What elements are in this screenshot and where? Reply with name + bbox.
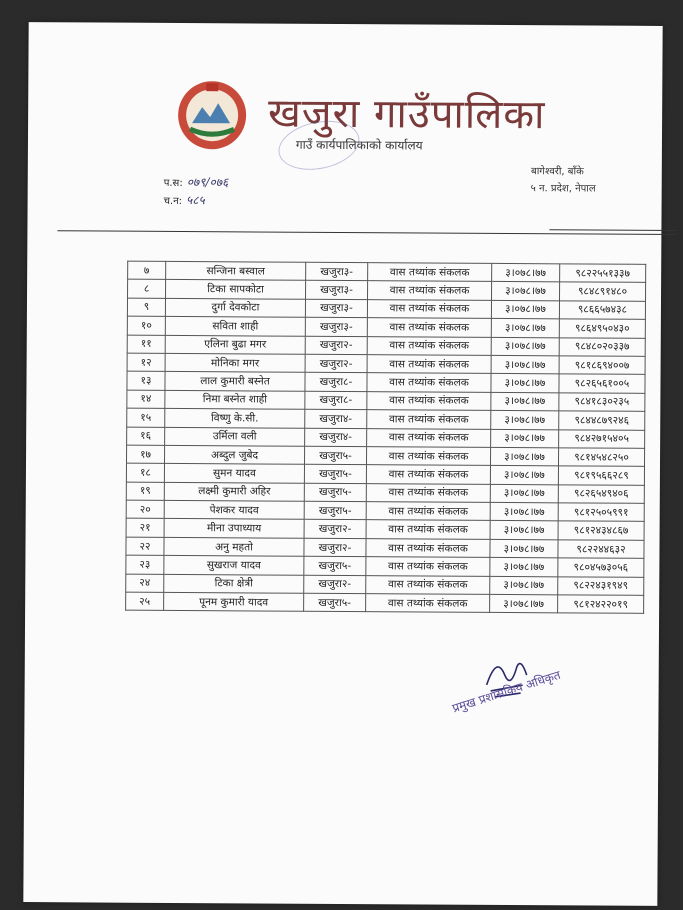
role-cell: वास तथ्यांक संकलक (366, 520, 490, 539)
ward-cell: खजुरा५- (304, 593, 366, 612)
serial-cell: १० (127, 316, 165, 335)
serial-cell: २१ (126, 519, 164, 538)
ref-value: ०७९/०७६ (186, 175, 229, 190)
name-cell: सविता शाही (165, 317, 305, 336)
role-cell: वास तथ्यांक संकलक (366, 483, 490, 502)
phone-cell: ९८१२५०५९९१ (558, 503, 644, 522)
role-cell: वास तथ्यांक संकलक (366, 575, 490, 594)
ward-cell: खजुरा३- (306, 262, 368, 281)
name-cell: टिका क्षेत्री (164, 574, 304, 593)
reference-number (164, 173, 229, 190)
nepal-emblem-icon (166, 79, 258, 152)
date-cell: ३।०७८।७७ (490, 576, 558, 595)
date-cell: ३।०७८।७७ (492, 282, 560, 301)
phone-cell: ९८४८०२०३३७ (559, 337, 645, 356)
date-cell: ३।०७८।७७ (491, 355, 559, 374)
role-cell: वास तथ्यांक संकलक (367, 299, 491, 318)
phone-cell: ९८४४८७९२४६ (559, 411, 645, 430)
ward-cell: खजुरा२- (304, 520, 366, 539)
name-cell: लाल कुमारी बस्नेत (165, 372, 305, 391)
ward-cell: खजुरा२- (304, 575, 366, 594)
name-cell: सन्जिना बस्वाल (166, 261, 306, 280)
date-cell: ३।०७८।७७ (490, 447, 558, 466)
name-cell: उर्मिला वली (165, 427, 305, 446)
ward-cell: खजुरा४- (305, 428, 367, 447)
ward-cell: खजुरा५- (304, 483, 366, 502)
phone-cell: ९८२२५५१३३७ (560, 264, 646, 283)
role-cell: वास तथ्यांक संकलक (367, 355, 491, 374)
serial-cell: ९ (127, 298, 165, 317)
role-cell: वास तथ्यांक संकलक (366, 557, 490, 576)
role-cell: वास तथ्यांक संकलक (367, 336, 491, 355)
date-cell: ३।०७८।७७ (490, 484, 558, 503)
serial-cell: १९ (126, 482, 164, 501)
office-subtitle: गाउँ कार्यपालिकाको कार्यालय (295, 137, 423, 153)
designation-stamp: प्रमुख प्रशासकिय अधिकृत (450, 667, 563, 716)
date-cell: ३।०७८।७७ (492, 263, 560, 282)
phone-cell: ९८२२४३१९४९ (558, 576, 644, 595)
serial-cell: २५ (126, 592, 164, 611)
date-cell: ३।०७८।७७ (490, 521, 558, 540)
dispatch-value: ५८५ (186, 193, 205, 208)
name-cell: विष्णु के.सी. (165, 409, 305, 428)
serial-cell: ११ (127, 335, 165, 354)
ward-cell: खजुरा४- (305, 409, 367, 428)
role-cell: वास तथ्यांक संकलक (367, 318, 491, 337)
serial-cell: ८ (128, 280, 166, 299)
serial-cell: १२ (127, 353, 165, 372)
role-cell: वास तथ्यांक संकलक (368, 263, 492, 282)
ward-cell: खजुरा२- (305, 336, 367, 355)
phone-cell: ९८६४९५०४३० (559, 319, 645, 338)
phone-cell: ९८२६५६१००५ (559, 374, 645, 393)
name-cell: अब्दुल जुबेद (164, 445, 304, 464)
date-cell: ३।०७८।७७ (491, 411, 559, 430)
role-cell: वास तथ्यांक संकलक (367, 410, 491, 429)
phone-cell: ९८१८६९४००७ (559, 356, 645, 375)
document-page (23, 22, 662, 906)
phone-cell: ९८२२४४६३२ (558, 540, 644, 559)
name-cell: सुमन यादव (164, 464, 304, 483)
ward-cell: खजुरा३- (306, 281, 368, 300)
date-cell: ३।०७८।७७ (490, 466, 558, 485)
ward-cell: खजुरा५- (304, 557, 366, 576)
ward-cell: खजुरा८- (305, 373, 367, 392)
name-cell: एलिना बुढा मगर (165, 335, 305, 354)
name-cell: टिका सापकोटा (166, 280, 306, 299)
phone-cell: ९८१४५४८२५० (558, 448, 644, 467)
dispatch-number (164, 191, 205, 208)
name-cell: सुखराज यादव (164, 556, 304, 575)
ward-cell: खजुरा३- (305, 299, 367, 318)
role-cell: वास तथ्यांक संकलक (366, 447, 490, 466)
ward-cell: खजुरा५- (304, 446, 366, 465)
serial-cell: १५ (127, 408, 165, 427)
date-cell: ३।०७८।७७ (491, 374, 559, 393)
date-cell: ३।०७८।७७ (490, 594, 558, 613)
phone-cell: ९८६६५७४३८ (559, 301, 645, 320)
enumerator-table (125, 261, 646, 615)
ward-cell: खजुरा८- (305, 391, 367, 410)
serial-cell: २० (126, 500, 164, 519)
name-cell: पेशकर यादव (164, 500, 304, 519)
serial-cell: १७ (126, 445, 164, 464)
role-cell: वास तथ्यांक संकलक (366, 502, 490, 521)
table-body (126, 261, 646, 614)
phone-cell: ९८४२७१५४०५ (559, 429, 645, 448)
role-cell: वास तथ्यांक संकलक (366, 594, 490, 613)
serial-cell: १८ (126, 463, 164, 482)
name-cell: निमा बस्नेत शाही (165, 390, 305, 409)
ref-label: प.स: (163, 177, 183, 190)
phone-cell: ९८१२४२२०१९ (558, 595, 644, 614)
ward-cell: खजुरा२- (304, 538, 366, 557)
address-line-2: ५ न. प्रदेश, नेपाल (530, 183, 596, 195)
date-cell: ३।०७८।७७ (491, 429, 559, 448)
role-cell: वास तथ्यांक संकलक (367, 373, 491, 392)
role-cell: वास तथ्यांक संकलक (368, 281, 492, 300)
phone-cell: ९८१९५६६२८९ (558, 466, 644, 485)
date-cell: ३।०७८।७७ (491, 392, 559, 411)
name-cell: अनु महतो (164, 537, 304, 556)
role-cell: वास तथ्यांक संकलक (367, 428, 491, 447)
office-name: खजुरा गाउँपालिका (267, 90, 546, 139)
ward-cell: खजुरा२- (305, 354, 367, 373)
role-cell: वास तथ्यांक संकलक (366, 465, 490, 484)
name-cell: पूनम कुमारी यादव (164, 592, 304, 611)
header-divider-right (549, 229, 677, 231)
date-cell: ३।०७८।७७ (490, 502, 558, 521)
date-cell: ३।०७८।७७ (491, 300, 559, 319)
phone-cell: ९८४१८३०२३५ (559, 393, 645, 412)
serial-cell: २४ (126, 574, 164, 593)
ward-cell: खजुरा५- (304, 465, 366, 484)
header-divider (57, 230, 677, 235)
date-cell: ३।०७८।७७ (491, 337, 559, 356)
name-cell: मीना उपाध्याय (164, 519, 304, 538)
serial-cell: १३ (127, 372, 165, 391)
date-cell: ३।०७८।७७ (490, 558, 558, 577)
dispatch-label: च.न: (163, 195, 183, 208)
address-line-1: बागेश्वरी, बाँके (530, 166, 584, 178)
name-cell: दुर्गा देवकोटा (165, 298, 305, 317)
serial-cell: १४ (127, 390, 165, 409)
serial-cell: १६ (127, 427, 165, 446)
name-cell: मोनिका मगर (165, 353, 305, 372)
role-cell: वास तथ्यांक संकलक (367, 391, 491, 410)
ward-cell: खजुरा५- (304, 501, 366, 520)
name-cell: लक्ष्मी कुमारी अहिर (164, 482, 304, 501)
phone-cell: ९८१२४३४८६७ (558, 521, 644, 540)
table-row (126, 592, 644, 614)
phone-cell: ९८४८९१४८० (560, 282, 646, 301)
phone-cell: ९८२६५४९४०६ (558, 485, 644, 504)
role-cell: वास तथ्यांक संकलक (366, 539, 490, 558)
date-cell: ३।०७८।७७ (490, 539, 558, 558)
serial-cell: ७ (128, 261, 166, 280)
serial-cell: २३ (126, 555, 164, 574)
phone-cell: ९८०४५७३०५६ (558, 558, 644, 577)
ward-cell: खजुरा३- (305, 317, 367, 336)
serial-cell: २२ (126, 537, 164, 556)
date-cell: ३।०७८।७७ (491, 319, 559, 338)
